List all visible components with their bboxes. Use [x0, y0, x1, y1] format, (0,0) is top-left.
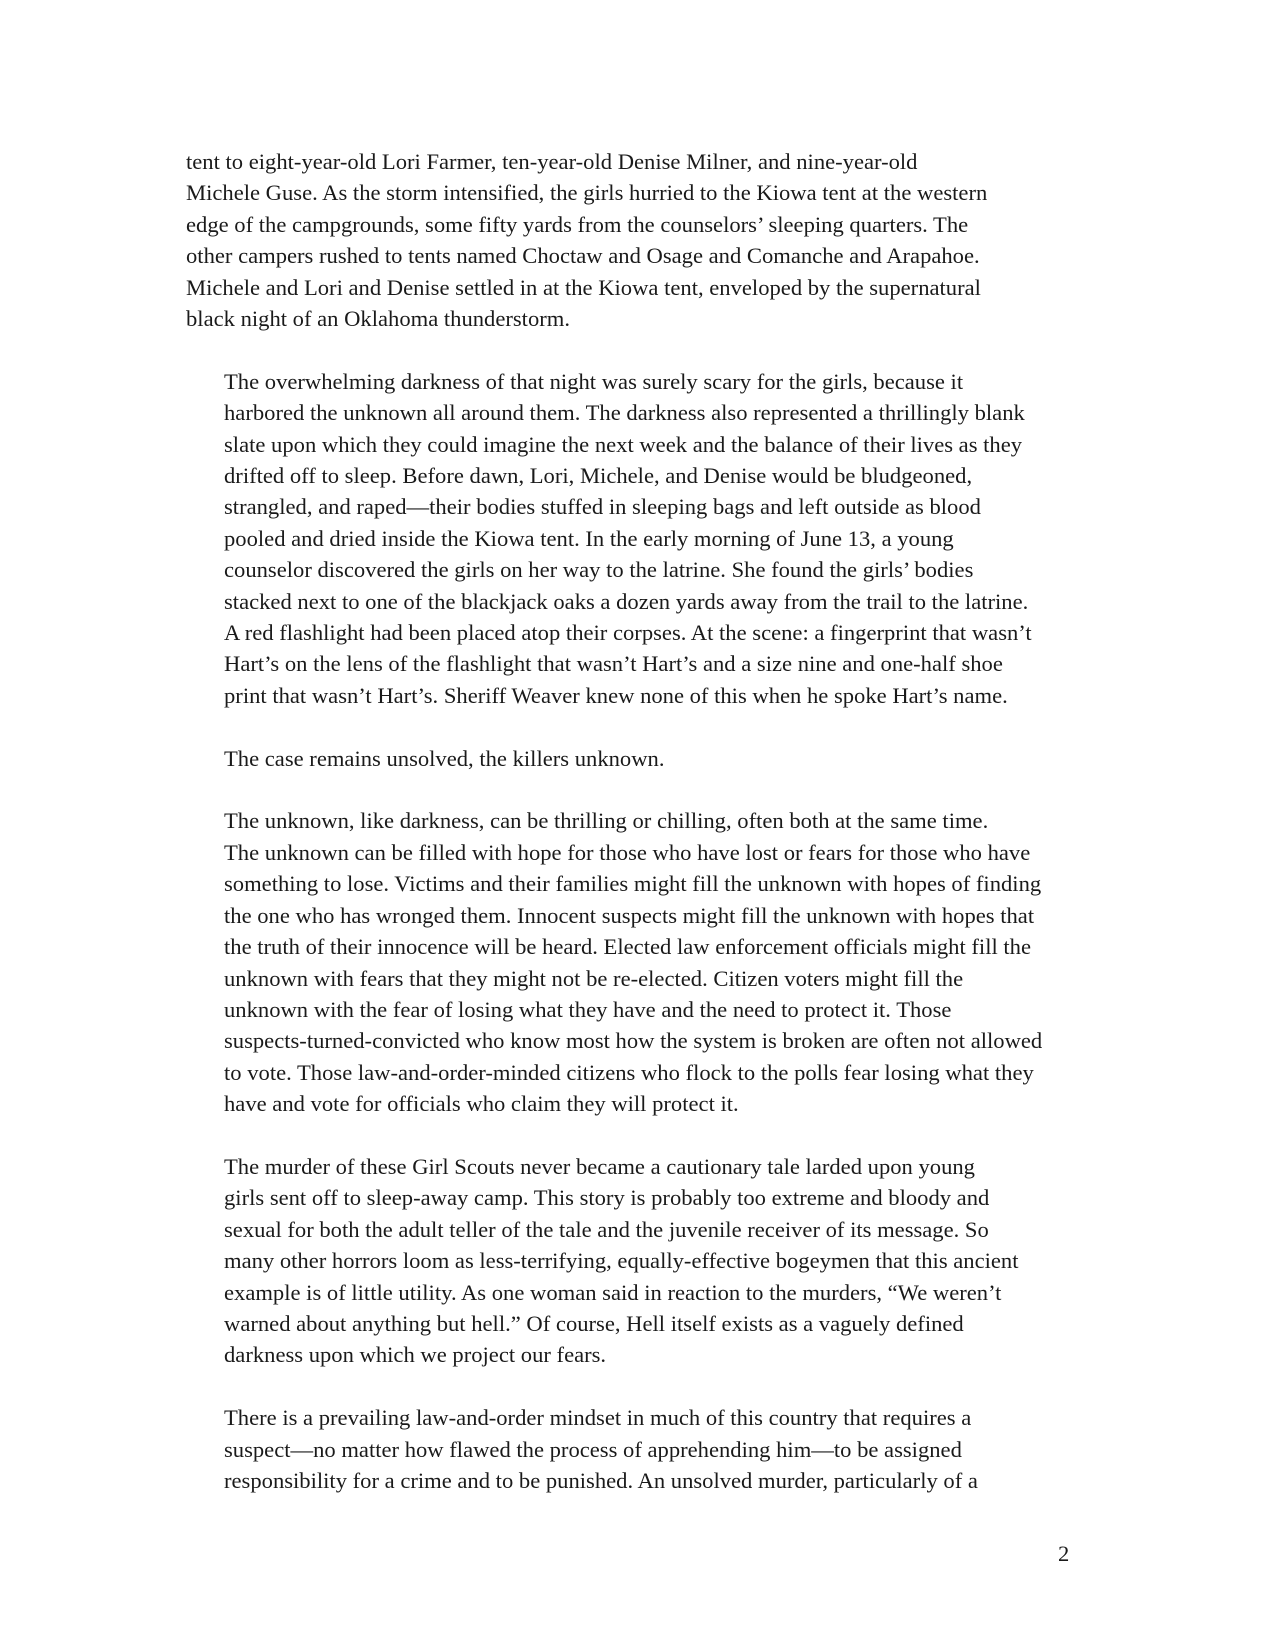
text-line: the one who has wronged them. Innocent suspects might fill the unknown with hopes that	[224, 902, 1035, 928]
text-line: slate upon which they could imagine the next week and the balance of their lives as they	[224, 431, 1023, 457]
text-line: suspects-turned-convicted who know most how the system is broken are often not allowed	[224, 1028, 1043, 1054]
text-line: drifted off to sleep. Before dawn, Lori, Michele, and Denise would be bludgeoned,	[224, 463, 973, 489]
text-line: edge of the campgrounds, some fifty yards from the counselors’ sleeping quarters. The	[186, 211, 969, 237]
text-line: other campers rushed to tents named Choctaw and Osage and Comanche and Arapahoe.	[186, 243, 980, 269]
text-line: Michele Guse. As the storm intensified, the girls hurried to the Kiowa tent at the western	[186, 180, 988, 206]
page-number: 2	[1058, 1541, 1070, 1566]
body-text	[186, 146, 1091, 1496]
text-line: many other horrors loom as less-terrifying, equally-effective bogeymen that this ancient	[224, 1248, 1019, 1274]
text-line: The unknown, like darkness, can be thrilling or chilling, often both at the same time.	[224, 808, 989, 834]
text-line: example is of little utility. As one woman said in reaction to the murders, “We weren’t	[224, 1279, 1002, 1305]
text-line: have and vote for officials who claim they will protect it.	[224, 1091, 739, 1117]
text-line: The unknown can be filled with hope for those who have lost or fears for those who have	[224, 839, 1031, 865]
text-line: stacked next to one of the blackjack oaks a dozen yards away from the trail to the latrine.	[224, 588, 1029, 614]
text-line: unknown with the fear of losing what they have and the need to protect it. Those	[224, 996, 952, 1022]
text-line: The case remains unsolved, the killers unknown.	[224, 745, 665, 771]
text-line: responsibility for a crime and to be punished. An unsolved murder, particularly of a	[224, 1467, 978, 1493]
text-line: to vote. Those law-and-order-minded citizens who flock to the polls fear losing what they	[224, 1059, 1034, 1085]
text-line: There is a prevailing law-and-order mindset in much of this country that requires a	[224, 1405, 972, 1431]
text-line: unknown with fears that they might not be re-elected. Citizen voters might fill the	[224, 965, 964, 991]
text-line: the truth of their innocence will be heard. Elected law enforcement officials might fill the	[224, 934, 1032, 960]
text-line: print that wasn’t Hart’s. Sheriff Weaver knew none of this when he spoke Hart’s name.	[224, 682, 1008, 708]
text-line: The overwhelming darkness of that night was surely scary for the girls, because it	[224, 368, 964, 394]
text-line: sexual for both the adult teller of the tale and the juvenile receiver of its message. So	[224, 1216, 989, 1242]
text-line: counselor discovered the girls on her way to the latrine. She found the girls’ bodies	[224, 557, 974, 583]
paragraph	[186, 1402, 1091, 1496]
paragraph	[186, 366, 1091, 711]
text-line: A red flashlight had been placed atop their corpses. At the scene: a fingerprint that wasn’t	[224, 620, 1032, 646]
paragraph	[186, 146, 1091, 334]
text-line: girls sent off to sleep-away camp. This story is probably too extreme and bloody and	[224, 1185, 990, 1211]
text-line: suspect—no matter how flawed the process of apprehending him—to be assigned	[224, 1436, 962, 1462]
text-line: strangled, and raped—their bodies stuffed in sleeping bags and left outside as blood	[224, 494, 981, 520]
text-line: something to lose. Victims and their families might fill the unknown with hopes of finding	[224, 871, 1042, 897]
paragraph	[186, 743, 1091, 774]
text-line: Hart’s on the lens of the flashlight that wasn’t Hart’s and a size nine and one-half shoe	[224, 651, 1003, 677]
text-line: harbored the unknown all around them. The darkness also represented a thrillingly blank	[224, 400, 1025, 426]
text-line: black night of an Oklahoma thunderstorm.	[186, 306, 571, 332]
text-line: darkness upon which we project our fears.	[224, 1342, 607, 1368]
text-line: pooled and dried inside the Kiowa tent. In the early morning of June 13, a young	[224, 525, 954, 551]
text-line: The murder of these Girl Scouts never became a cautionary tale larded upon young	[224, 1153, 975, 1179]
text-line: warned about anything but hell.” Of course, Hell itself exists as a vaguely defined	[224, 1310, 964, 1336]
paragraph	[186, 805, 1091, 1119]
text-line: Michele and Lori and Denise settled in at the Kiowa tent, enveloped by the supernatural	[186, 274, 981, 300]
paragraph	[186, 1151, 1091, 1371]
text-line: tent to eight-year-old Lori Farmer, ten-year-old Denise Milner, and nine-year-old	[186, 149, 918, 174]
